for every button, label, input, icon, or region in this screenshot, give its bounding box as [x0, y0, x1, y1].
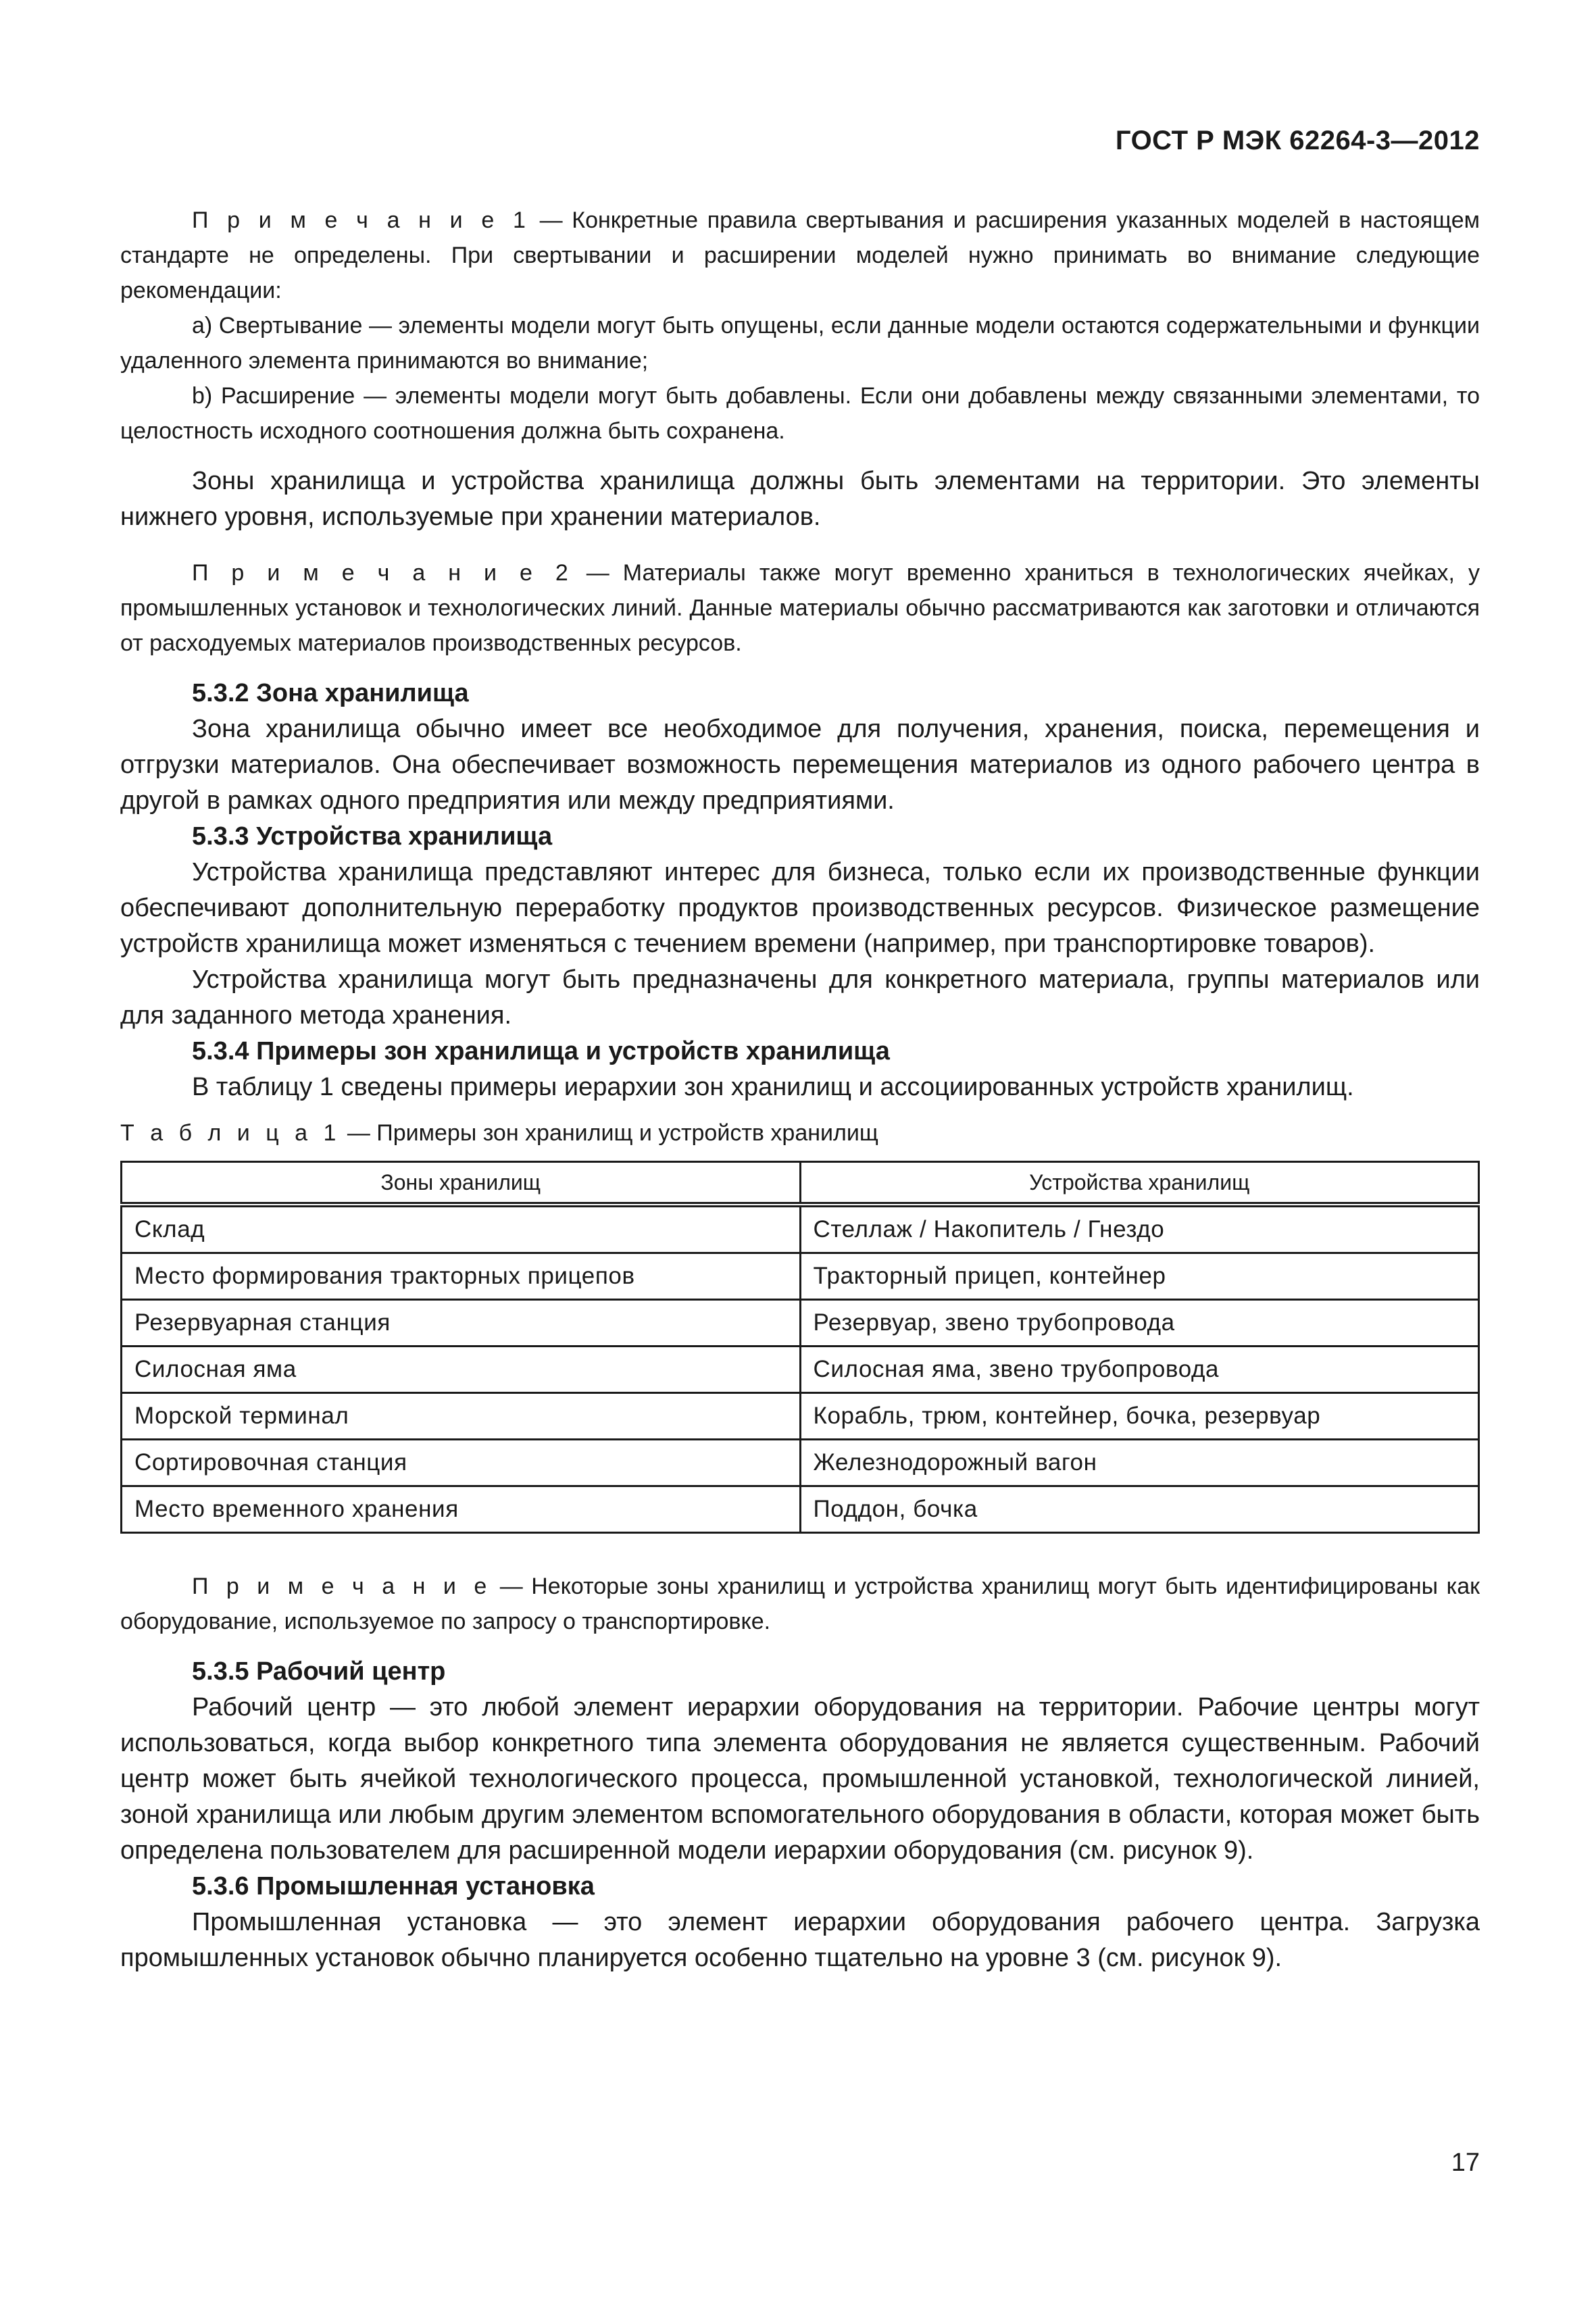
- section-5-3-4-heading: 5.3.4 Примеры зон хранилища и устройств хранилища: [192, 1037, 890, 1065]
- note-2: [120, 555, 1480, 661]
- section-5-3-5-text: Рабочий центр — это любой элемент иерархии оборудования на территории. Рабочие центры могут использоваться, когда выбор конкретного типа элемента оборудования не является существенным. Рабочий центр может быть ячейкой технологического процесса, промышленной установкой, технологической линией, зоной хранилища или любым другим элементом вспомогательного оборудования в области, которая может быть определена пользователем для расширенной модели иерархии оборудования (см. рисунок 9).: [120, 1693, 1480, 1865]
- table-cell-zone: Склад: [122, 1205, 801, 1253]
- table-cell-unit: Тракторный прицеп, контейнер: [800, 1253, 1479, 1300]
- document-page: [120, 0, 1480, 2314]
- table-cell-zone: Сортировочная станция: [122, 1440, 801, 1486]
- page-content: [120, 203, 1480, 1976]
- table-1-caption-label: Т а б л и ц а 1: [120, 1120, 341, 1146]
- table-1-caption: [120, 1116, 1480, 1150]
- note-2-label: П р и м е ч а н и е 2: [192, 560, 573, 586]
- table-row: [122, 1486, 1479, 1533]
- table-1-caption-text: — Примеры зон хранилищ и устройств хранилищ: [341, 1120, 878, 1146]
- note-1-text: — Конкретные правила свертывания и расширения указанных моделей в настоящем стандарте не определены. При свертывании и расширении моделей нужно принимать во внимание следующие рекомендации:: [120, 207, 1480, 303]
- note-3-text: — Некоторые зоны хранилищ и устройства хранилищ могут быть идентифицированы как оборудование, используемое по запросу о транспортировке.: [120, 1574, 1480, 1634]
- section-5-3-6-text: Промышленная установка — это элемент иерархии оборудования рабочего центра. Загрузка промышленных установок обычно планируется особенно тщательно на уровне 3 (см. рисунок 9).: [120, 1908, 1480, 1972]
- table-cell-zone: Место формирования тракторных прицепов: [122, 1253, 801, 1300]
- section-5-3-2-text: Зона хранилища обычно имеет все необходимое для получения, хранения, поиска, перемещения и отгрузки материалов. Она обеспечивает возможность перемещения материалов из одного рабочего центра в другой в рамках одного предприятия или между предприятиями.: [120, 715, 1480, 815]
- table-cell-zone: Резервуарная станция: [122, 1300, 801, 1347]
- note-1: [120, 203, 1480, 308]
- paragraph-storage-zones: Зоны хранилища и устройства хранилища должны быть элементами на территории. Это элементы нижнего уровня, используемые при хранении материалов.: [120, 467, 1480, 531]
- table-cell-unit: Стеллаж / Накопитель / Гнездо: [800, 1205, 1479, 1253]
- table-cell-unit: Силосная яма, звено трубопровода: [800, 1347, 1479, 1393]
- section-5-3-2-heading: 5.3.2 Зона хранилища: [192, 679, 469, 707]
- section-5-3-4-text: В таблицу 1 сведены примеры иерархии зон хранилищ и ассоциированных устройств хранилищ.: [192, 1073, 1354, 1101]
- table-header-row: [122, 1162, 1479, 1205]
- note-3: [120, 1569, 1480, 1639]
- storage-examples-table: [120, 1161, 1480, 1534]
- table-row: [122, 1253, 1479, 1300]
- table-row: [122, 1300, 1479, 1347]
- note-1-label: П р и м е ч а н и е 1: [192, 207, 530, 233]
- section-5-3-3-heading: 5.3.3 Устройства хранилища: [192, 822, 553, 851]
- table-cell-zone: Место временного хранения: [122, 1486, 801, 1533]
- column-header-storage-zones: Зоны хранилищ: [122, 1162, 801, 1205]
- note-1-item-b: b) Расширение — элементы модели могут быть добавлены. Если они добавлены между связанными элементами, то целостность исходного соотношения должна быть сохранена.: [120, 383, 1480, 444]
- page-number: 17: [1451, 2148, 1480, 2177]
- table-cell-unit: Поддон, бочка: [800, 1486, 1479, 1533]
- table-row: [122, 1440, 1479, 1486]
- note-2-text: — Материалы также могут временно храниться в технологических ячейках, у промышленных установок и технологических линий. Данные материалы обычно рассматриваются как заготовки и отличаются от расходуемых материалов производственных ресурсов.: [120, 560, 1480, 656]
- section-5-3-6-heading: 5.3.6 Промышленная установка: [192, 1872, 595, 1901]
- table-row: [122, 1347, 1479, 1393]
- table-cell-zone: Силосная яма: [122, 1347, 801, 1393]
- table-cell-unit: Железнодорожный вагон: [800, 1440, 1479, 1486]
- column-header-storage-units: Устройства хранилищ: [800, 1162, 1479, 1205]
- table-row: [122, 1393, 1479, 1440]
- section-5-3-3-text-1: Устройства хранилища представляют интерес для бизнеса, только если их производственные функции обеспечивают дополнительную переработку продуктов производственных ресурсов. Физическое размещение устройств хранилища может изменяться с течением времени (например, при транспортировке товаров).: [120, 858, 1480, 958]
- table-cell-zone: Морской терминал: [122, 1393, 801, 1440]
- section-5-3-5-heading: 5.3.5 Рабочий центр: [192, 1657, 446, 1686]
- section-5-3-3-text-2: Устройства хранилища могут быть предназначены для конкретного материала, группы материалов или для заданного метода хранения.: [120, 965, 1480, 1030]
- note-3-label: П р и м е ч а н и е: [192, 1574, 492, 1599]
- document-code-header: ГОСТ Р МЭК 62264-3—2012: [1115, 126, 1480, 155]
- table-cell-unit: Корабль, трюм, контейнер, бочка, резервуар: [800, 1393, 1479, 1440]
- note-1-item-a: a) Свертывание — элементы модели могут быть опущены, если данные модели остаются содержательными и функции удаленного элемента принимаются во внимание;: [120, 313, 1480, 374]
- table-row: [122, 1205, 1479, 1253]
- table-cell-unit: Резервуар, звено трубопровода: [800, 1300, 1479, 1347]
